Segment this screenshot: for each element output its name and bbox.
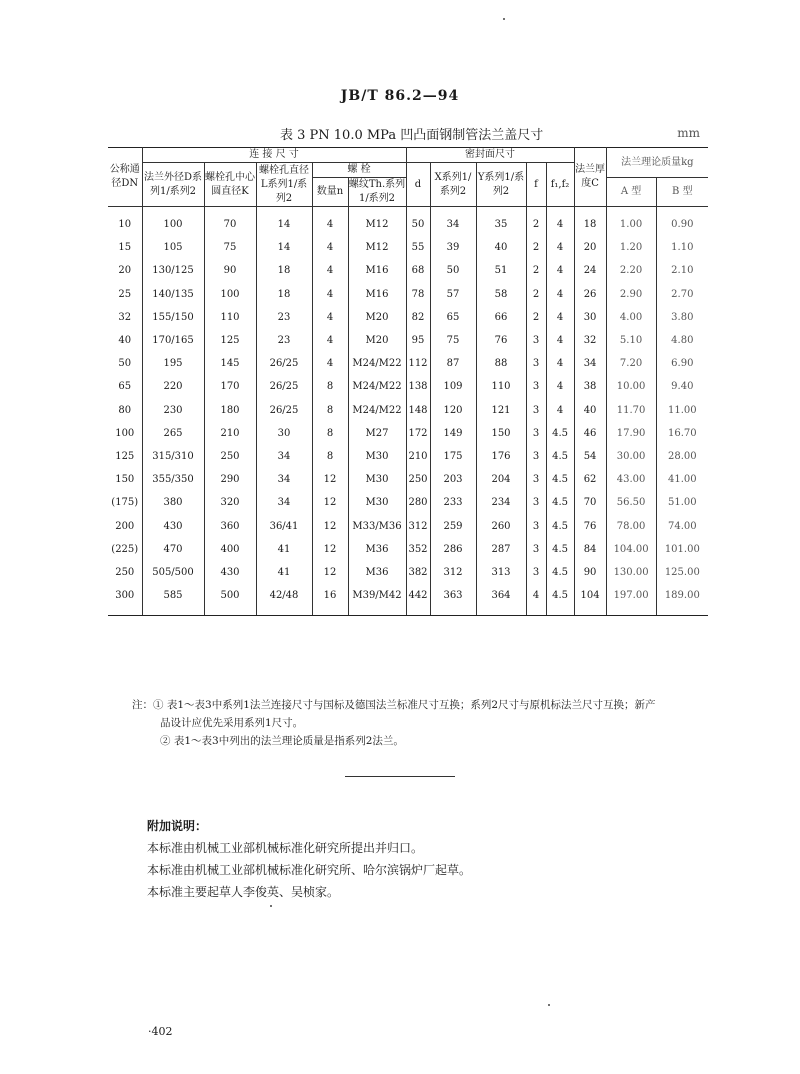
scan-speck xyxy=(503,18,505,20)
cell-seal-f: 2 xyxy=(526,207,546,237)
cell-mass-b: 9.40 xyxy=(656,375,708,398)
cell-seal-x: 175 xyxy=(430,445,476,468)
cell-bolt-circle-k: 320 xyxy=(204,491,256,514)
cell-thickness-c: 20 xyxy=(574,236,606,259)
cell-bolt-circle-k: 125 xyxy=(204,329,256,352)
cell-seal-f: 3 xyxy=(526,422,546,445)
cell-seal-x: 203 xyxy=(430,468,476,491)
cell-dn: 150 xyxy=(108,468,142,491)
header-dn: 公称通径DN xyxy=(108,148,142,207)
cell-seal-y: 176 xyxy=(476,445,526,468)
cell-mass-a: 1.20 xyxy=(606,236,656,259)
cell-bolt-circle-k: 250 xyxy=(204,445,256,468)
cell-bolt-count: 12 xyxy=(312,514,348,537)
cell-mass-b: 2.10 xyxy=(656,259,708,282)
cell-seal-d: 382 xyxy=(406,561,430,584)
cell-thread: M30 xyxy=(348,468,406,491)
cell-dn: 80 xyxy=(108,399,142,422)
cell-seal-d: 280 xyxy=(406,491,430,514)
cell-seal-y: 35 xyxy=(476,207,526,237)
cell-seal-f12: 4 xyxy=(546,329,574,352)
cell-seal-d: 172 xyxy=(406,422,430,445)
cell-bolt-count: 4 xyxy=(312,306,348,329)
cell-bolt-hole-l: 23 xyxy=(256,329,312,352)
cell-bolt-hole-l: 26/25 xyxy=(256,399,312,422)
cell-dn: 300 xyxy=(108,584,142,616)
cell-bolt-circle-k: 180 xyxy=(204,399,256,422)
cell-bolt-count: 4 xyxy=(312,329,348,352)
cell-dn: 65 xyxy=(108,375,142,398)
cell-seal-f: 3 xyxy=(526,352,546,375)
cell-seal-f12: 4.5 xyxy=(546,468,574,491)
cell-seal-f: 2 xyxy=(526,259,546,282)
cell-seal-y: 51 xyxy=(476,259,526,282)
cell-seal-d: 68 xyxy=(406,259,430,282)
table-row xyxy=(108,538,708,561)
cell-seal-y: 234 xyxy=(476,491,526,514)
cell-outer-d: 315/310 xyxy=(142,445,204,468)
cell-dn: 32 xyxy=(108,306,142,329)
cell-bolt-circle-k: 400 xyxy=(204,538,256,561)
cell-seal-x: 233 xyxy=(430,491,476,514)
cell-seal-f12: 4 xyxy=(546,399,574,422)
cell-bolt-hole-l: 18 xyxy=(256,259,312,282)
table-row xyxy=(108,445,708,468)
table-row xyxy=(108,306,708,329)
standard-number: JB/T 86.2—94 xyxy=(340,88,460,104)
header-seal-y: Y系列1/系列2 xyxy=(476,163,526,207)
cell-seal-f: 2 xyxy=(526,306,546,329)
table-row xyxy=(108,259,708,282)
cell-thread: M12 xyxy=(348,236,406,259)
cell-thread: M20 xyxy=(348,306,406,329)
cell-mass-b: 0.90 xyxy=(656,207,708,237)
cell-bolt-circle-k: 170 xyxy=(204,375,256,398)
header-seal-f1f2: f₁,f₂ xyxy=(546,163,574,207)
cell-outer-d: 130/125 xyxy=(142,259,204,282)
cell-mass-b: 4.80 xyxy=(656,329,708,352)
cell-thickness-c: 76 xyxy=(574,514,606,537)
cell-seal-y: 66 xyxy=(476,306,526,329)
cell-bolt-hole-l: 30 xyxy=(256,422,312,445)
cell-bolt-circle-k: 110 xyxy=(204,306,256,329)
cell-seal-d: 210 xyxy=(406,445,430,468)
cell-bolt-hole-l: 34 xyxy=(256,491,312,514)
cell-thread: M24/M22 xyxy=(348,352,406,375)
cell-seal-x: 34 xyxy=(430,207,476,237)
cell-mass-b: 1.10 xyxy=(656,236,708,259)
header-bolt-group: 螺 栓 xyxy=(312,163,406,178)
table-row xyxy=(108,207,708,237)
cell-mass-a: 2.90 xyxy=(606,283,656,306)
cell-mass-a: 5.10 xyxy=(606,329,656,352)
cell-bolt-circle-k: 70 xyxy=(204,207,256,237)
header-seal-d: d xyxy=(406,163,430,207)
cell-seal-f12: 4 xyxy=(546,375,574,398)
cell-dn: 20 xyxy=(108,259,142,282)
cell-thickness-c: 104 xyxy=(574,584,606,616)
cell-dn: 25 xyxy=(108,283,142,306)
cell-seal-x: 65 xyxy=(430,306,476,329)
cell-mass-b: 41.00 xyxy=(656,468,708,491)
cell-bolt-hole-l: 41 xyxy=(256,538,312,561)
table-row xyxy=(108,375,708,398)
cell-seal-f: 3 xyxy=(526,399,546,422)
cell-thread: M39/M42 xyxy=(348,584,406,616)
cell-seal-d: 95 xyxy=(406,329,430,352)
cell-bolt-count: 4 xyxy=(312,236,348,259)
cell-outer-d: 470 xyxy=(142,538,204,561)
cell-dn: 50 xyxy=(108,352,142,375)
cell-seal-f: 3 xyxy=(526,445,546,468)
cell-bolt-hole-l: 34 xyxy=(256,468,312,491)
cell-mass-a: 130.00 xyxy=(606,561,656,584)
table-body xyxy=(108,207,708,616)
cell-bolt-hole-l: 36/41 xyxy=(256,514,312,537)
cell-seal-f: 2 xyxy=(526,283,546,306)
note-2: ② 表1～表3中列出的法兰理论质量是指系列2法兰。 xyxy=(160,735,404,747)
cell-seal-y: 313 xyxy=(476,561,526,584)
cell-bolt-hole-l: 14 xyxy=(256,207,312,237)
cell-mass-a: 17.90 xyxy=(606,422,656,445)
cell-seal-d: 82 xyxy=(406,306,430,329)
cell-seal-f12: 4.5 xyxy=(546,422,574,445)
table-notes xyxy=(132,696,722,750)
additional-line-2: 本标准由机械工业部机械标准化研究所、哈尔滨锅炉厂起草。 xyxy=(147,863,472,877)
cell-seal-d: 112 xyxy=(406,352,430,375)
cell-mass-a: 197.00 xyxy=(606,584,656,616)
cell-outer-d: 230 xyxy=(142,399,204,422)
cell-mass-a: 1.00 xyxy=(606,207,656,237)
cell-outer-d: 140/135 xyxy=(142,283,204,306)
cell-thickness-c: 32 xyxy=(574,329,606,352)
cell-bolt-hole-l: 26/25 xyxy=(256,352,312,375)
cell-seal-f12: 4 xyxy=(546,352,574,375)
cell-seal-y: 58 xyxy=(476,283,526,306)
cell-bolt-hole-l: 41 xyxy=(256,561,312,584)
divider-rule xyxy=(345,776,455,777)
cell-mass-b: 3.80 xyxy=(656,306,708,329)
cell-bolt-count: 4 xyxy=(312,352,348,375)
additional-heading: 附加说明： xyxy=(147,819,208,833)
cell-thread: M12 xyxy=(348,207,406,237)
cell-seal-f12: 4.5 xyxy=(546,561,574,584)
cell-seal-d: 352 xyxy=(406,538,430,561)
header-outer-diameter-d: 法兰外径D系列1/系列2 xyxy=(142,163,204,207)
cell-bolt-circle-k: 360 xyxy=(204,514,256,537)
table-row xyxy=(108,584,708,616)
cell-bolt-circle-k: 430 xyxy=(204,561,256,584)
cell-seal-x: 109 xyxy=(430,375,476,398)
table-row xyxy=(108,399,708,422)
cell-seal-y: 110 xyxy=(476,375,526,398)
cell-seal-f: 3 xyxy=(526,375,546,398)
cell-thickness-c: 70 xyxy=(574,491,606,514)
cell-thread: M27 xyxy=(348,422,406,445)
cell-thickness-c: 84 xyxy=(574,538,606,561)
page-number: ·402 xyxy=(148,1025,173,1038)
cell-seal-f: 3 xyxy=(526,561,546,584)
cell-bolt-circle-k: 90 xyxy=(204,259,256,282)
cell-thread: M30 xyxy=(348,491,406,514)
cell-mass-a: 2.20 xyxy=(606,259,656,282)
cell-mass-a: 11.70 xyxy=(606,399,656,422)
cell-seal-f: 3 xyxy=(526,538,546,561)
cell-mass-b: 11.00 xyxy=(656,399,708,422)
cell-thickness-c: 30 xyxy=(574,306,606,329)
cell-bolt-count: 4 xyxy=(312,207,348,237)
additional-notes xyxy=(147,815,471,903)
cell-seal-f12: 4.5 xyxy=(546,584,574,616)
cell-seal-f12: 4 xyxy=(546,306,574,329)
cell-bolt-count: 8 xyxy=(312,422,348,445)
cell-thickness-c: 46 xyxy=(574,422,606,445)
cell-thread: M20 xyxy=(348,329,406,352)
cell-bolt-circle-k: 145 xyxy=(204,352,256,375)
cell-thickness-c: 62 xyxy=(574,468,606,491)
cell-thickness-c: 26 xyxy=(574,283,606,306)
cell-outer-d: 265 xyxy=(142,422,204,445)
cell-seal-x: 312 xyxy=(430,561,476,584)
cell-bolt-hole-l: 14 xyxy=(256,236,312,259)
cell-bolt-count: 12 xyxy=(312,468,348,491)
cell-bolt-circle-k: 100 xyxy=(204,283,256,306)
cell-seal-y: 88 xyxy=(476,352,526,375)
cell-seal-d: 148 xyxy=(406,399,430,422)
cell-seal-f12: 4 xyxy=(546,283,574,306)
cell-seal-f: 2 xyxy=(526,236,546,259)
cell-seal-d: 50 xyxy=(406,207,430,237)
cell-bolt-hole-l: 18 xyxy=(256,283,312,306)
cell-seal-x: 149 xyxy=(430,422,476,445)
table-row xyxy=(108,468,708,491)
cell-bolt-count: 8 xyxy=(312,445,348,468)
table-row xyxy=(108,422,708,445)
cell-outer-d: 100 xyxy=(142,207,204,237)
cell-mass-b: 2.70 xyxy=(656,283,708,306)
cell-bolt-count: 8 xyxy=(312,375,348,398)
cell-thickness-c: 38 xyxy=(574,375,606,398)
header-mass-b: B 型 xyxy=(656,178,708,207)
cell-seal-x: 120 xyxy=(430,399,476,422)
cell-mass-b: 125.00 xyxy=(656,561,708,584)
note-1-line-2: 品设计应优先采用系列1尺寸。 xyxy=(160,717,304,729)
scan-speck xyxy=(270,905,272,907)
cell-outer-d: 355/350 xyxy=(142,468,204,491)
cell-mass-a: 10.00 xyxy=(606,375,656,398)
cell-bolt-count: 12 xyxy=(312,491,348,514)
cell-thread: M33/M36 xyxy=(348,514,406,537)
cell-thickness-c: 24 xyxy=(574,259,606,282)
cell-seal-y: 364 xyxy=(476,584,526,616)
cell-bolt-hole-l: 34 xyxy=(256,445,312,468)
cell-mass-b: 51.00 xyxy=(656,491,708,514)
table-row xyxy=(108,352,708,375)
cell-seal-d: 312 xyxy=(406,514,430,537)
header-connection-group: 连 接 尺 寸 xyxy=(142,148,406,163)
cell-seal-f12: 4 xyxy=(546,259,574,282)
cell-seal-y: 76 xyxy=(476,329,526,352)
cell-bolt-count: 8 xyxy=(312,399,348,422)
cell-seal-f12: 4 xyxy=(546,236,574,259)
cell-seal-f: 3 xyxy=(526,514,546,537)
cell-mass-b: 6.90 xyxy=(656,352,708,375)
cell-mass-a: 4.00 xyxy=(606,306,656,329)
header-mass-a: A 型 xyxy=(606,178,656,207)
cell-outer-d: 380 xyxy=(142,491,204,514)
header-mass-group: 法兰理论质量kg xyxy=(606,148,708,178)
cell-bolt-circle-k: 210 xyxy=(204,422,256,445)
header-seal-group: 密封面尺寸 xyxy=(406,148,574,163)
table-caption: 表 3 PN 10.0 MPa 凹凸面钢制管法兰盖尺寸 xyxy=(280,128,544,143)
cell-mass-b: 16.70 xyxy=(656,422,708,445)
header-bolt-count-n: 数量n xyxy=(312,178,348,207)
cell-thread: M36 xyxy=(348,538,406,561)
cell-seal-f12: 4.5 xyxy=(546,445,574,468)
cell-bolt-circle-k: 290 xyxy=(204,468,256,491)
header-seal-x: X系列1/系列2 xyxy=(430,163,476,207)
cell-seal-y: 204 xyxy=(476,468,526,491)
cell-outer-d: 220 xyxy=(142,375,204,398)
cell-dn: (225) xyxy=(108,538,142,561)
cell-outer-d: 585 xyxy=(142,584,204,616)
cell-seal-f12: 4.5 xyxy=(546,538,574,561)
cell-thickness-c: 18 xyxy=(574,207,606,237)
cell-seal-d: 138 xyxy=(406,375,430,398)
cell-outer-d: 155/150 xyxy=(142,306,204,329)
cell-seal-x: 50 xyxy=(430,259,476,282)
cell-bolt-count: 4 xyxy=(312,283,348,306)
cell-mass-b: 101.00 xyxy=(656,538,708,561)
cell-seal-x: 39 xyxy=(430,236,476,259)
cell-seal-d: 442 xyxy=(406,584,430,616)
cell-dn: 250 xyxy=(108,561,142,584)
cell-thread: M24/M22 xyxy=(348,375,406,398)
cell-thickness-c: 40 xyxy=(574,399,606,422)
header-thread-th: 螺纹Th.系列1/系列2 xyxy=(348,178,406,207)
table-row xyxy=(108,491,708,514)
cell-bolt-count: 12 xyxy=(312,561,348,584)
additional-line-1: 本标准由机械工业部机械标准化研究所提出并归口。 xyxy=(147,841,424,855)
cell-mass-a: 56.50 xyxy=(606,491,656,514)
header-seal-f: f xyxy=(526,163,546,207)
cell-bolt-count: 16 xyxy=(312,584,348,616)
cell-thickness-c: 54 xyxy=(574,445,606,468)
cell-outer-d: 195 xyxy=(142,352,204,375)
table-row xyxy=(108,283,708,306)
cell-seal-f12: 4 xyxy=(546,207,574,237)
cell-bolt-hole-l: 23 xyxy=(256,306,312,329)
cell-dn: 125 xyxy=(108,445,142,468)
cell-seal-f: 3 xyxy=(526,468,546,491)
cell-thread: M36 xyxy=(348,561,406,584)
header-bolt-circle-k: 螺栓孔中心圆直径K xyxy=(204,163,256,207)
cell-thread: M30 xyxy=(348,445,406,468)
cell-seal-x: 75 xyxy=(430,329,476,352)
cell-seal-d: 78 xyxy=(406,283,430,306)
cell-bolt-hole-l: 26/25 xyxy=(256,375,312,398)
cell-outer-d: 430 xyxy=(142,514,204,537)
cell-mass-b: 74.00 xyxy=(656,514,708,537)
cell-seal-x: 259 xyxy=(430,514,476,537)
cell-mass-a: 7.20 xyxy=(606,352,656,375)
cell-dn: 100 xyxy=(108,422,142,445)
cell-seal-d: 55 xyxy=(406,236,430,259)
cell-dn: 200 xyxy=(108,514,142,537)
cell-bolt-hole-l: 42/48 xyxy=(256,584,312,616)
cell-seal-f: 4 xyxy=(526,584,546,616)
cell-thread: M24/M22 xyxy=(348,399,406,422)
cell-seal-d: 250 xyxy=(406,468,430,491)
cell-mass-a: 104.00 xyxy=(606,538,656,561)
cell-dn: 40 xyxy=(108,329,142,352)
cell-seal-x: 363 xyxy=(430,584,476,616)
flange-dimension-table xyxy=(108,147,708,616)
cell-dn: (175) xyxy=(108,491,142,514)
cell-mass-b: 28.00 xyxy=(656,445,708,468)
cell-thickness-c: 90 xyxy=(574,561,606,584)
cell-seal-x: 87 xyxy=(430,352,476,375)
cell-mass-a: 30.00 xyxy=(606,445,656,468)
cell-seal-f: 3 xyxy=(526,329,546,352)
cell-seal-y: 287 xyxy=(476,538,526,561)
cell-outer-d: 170/165 xyxy=(142,329,204,352)
cell-outer-d: 505/500 xyxy=(142,561,204,584)
cell-thickness-c: 34 xyxy=(574,352,606,375)
cell-bolt-circle-k: 500 xyxy=(204,584,256,616)
cell-mass-b: 189.00 xyxy=(656,584,708,616)
header-thickness-c: 法兰厚度C xyxy=(574,148,606,207)
cell-bolt-count: 12 xyxy=(312,538,348,561)
cell-thread: M16 xyxy=(348,259,406,282)
cell-bolt-count: 4 xyxy=(312,259,348,282)
table-row xyxy=(108,329,708,352)
cell-seal-y: 260 xyxy=(476,514,526,537)
cell-seal-y: 150 xyxy=(476,422,526,445)
note-1-line-1: 注：① 表1～表3中系列1法兰连接尺寸与国标及德国法兰标准尺寸互换；系列2尺寸与原机标法兰尺寸互换；新产 xyxy=(132,699,656,711)
table-row xyxy=(108,236,708,259)
cell-seal-f12: 4.5 xyxy=(546,491,574,514)
cell-outer-d: 105 xyxy=(142,236,204,259)
cell-dn: 15 xyxy=(108,236,142,259)
cell-mass-a: 78.00 xyxy=(606,514,656,537)
cell-seal-x: 286 xyxy=(430,538,476,561)
header-bolt-hole-l: 螺栓孔直径L系列1/系列2 xyxy=(256,163,312,207)
cell-seal-x: 57 xyxy=(430,283,476,306)
cell-seal-f12: 4.5 xyxy=(546,514,574,537)
cell-bolt-circle-k: 75 xyxy=(204,236,256,259)
table-row xyxy=(108,514,708,537)
cell-dn: 10 xyxy=(108,207,142,237)
cell-seal-y: 121 xyxy=(476,399,526,422)
cell-seal-f: 3 xyxy=(526,491,546,514)
table-row xyxy=(108,561,708,584)
cell-mass-a: 43.00 xyxy=(606,468,656,491)
cell-thread: M16 xyxy=(348,283,406,306)
additional-line-3: 本标准主要起草人李俊英、吴桢家。 xyxy=(147,885,340,899)
cell-seal-y: 40 xyxy=(476,236,526,259)
table-unit: mm xyxy=(677,126,700,140)
scan-speck xyxy=(548,1004,550,1006)
